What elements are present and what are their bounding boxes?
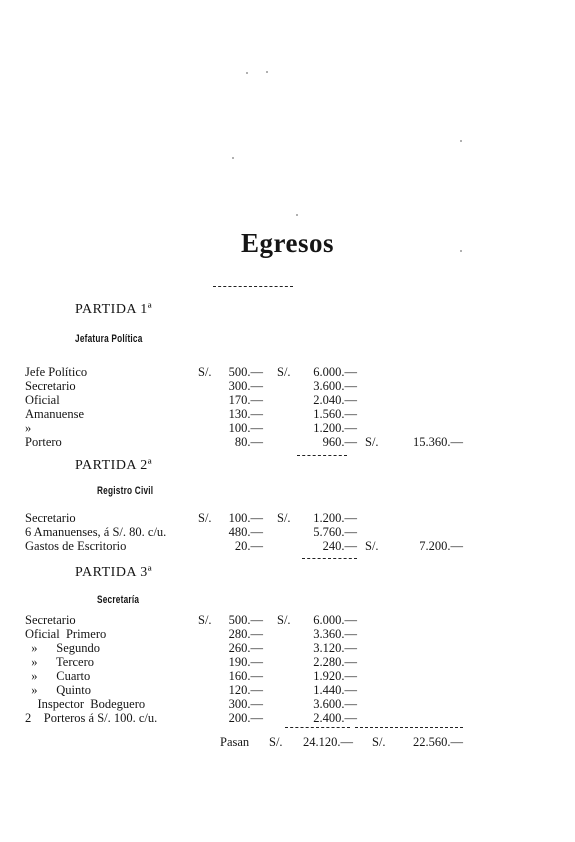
ledger-row	[0, 669, 575, 683]
paper-speck	[296, 214, 298, 216]
paper-speck	[460, 140, 462, 142]
carry-forward-total: 24.120.—	[303, 735, 353, 749]
annual-amount: 1.440.—	[313, 683, 357, 697]
monthly-amount: 260.—	[228, 641, 263, 655]
monthly-amount: 500.—	[228, 365, 263, 379]
currency-label: S/.	[269, 735, 283, 749]
entry-label: » Cuarto	[25, 669, 91, 683]
annual-amount: 960.—	[322, 435, 357, 449]
ledger-row	[0, 641, 575, 655]
monthly-amount: 280.—	[228, 627, 263, 641]
title-rule	[213, 286, 293, 287]
ledger-row	[0, 435, 575, 449]
monthly-amount: 100.—	[228, 511, 263, 525]
section-heading: PARTIDA 1ª	[75, 302, 153, 317]
ledger-row	[0, 421, 575, 435]
ledger-row	[0, 697, 575, 711]
annual-amount: 3.600.—	[313, 697, 357, 711]
annual-amount: 2.040.—	[313, 393, 357, 407]
annual-amount: 5.760.—	[313, 525, 357, 539]
ledger-row	[0, 539, 575, 553]
annual-amount: 2.280.—	[313, 655, 357, 669]
section-subtitle: Jefatura Política	[75, 333, 143, 345]
monthly-amount: 500.—	[228, 613, 263, 627]
entry-label: Inspector Bodeguero	[25, 697, 146, 711]
monthly-amount: 120.—	[228, 683, 263, 697]
annual-amount: 1.560.—	[313, 407, 357, 421]
ledger-row	[0, 407, 575, 421]
subtotal-rule	[302, 558, 357, 559]
ledger-row	[0, 711, 575, 725]
annual-amount: 1.200.—	[313, 421, 357, 435]
monthly-amount: 190.—	[228, 655, 263, 669]
monthly-amount: 20.—	[234, 539, 263, 553]
ledger-row	[0, 379, 575, 393]
monthly-amount: 130.—	[228, 407, 263, 421]
section-subtitle: Registro Civil	[97, 485, 154, 497]
currency-label: S/.	[277, 365, 291, 379]
monthly-amount: 160.—	[228, 669, 263, 683]
monthly-amount: 80.—	[234, 435, 263, 449]
entry-label: Portero	[25, 435, 62, 449]
entry-label: Secretario	[25, 511, 76, 525]
paper-speck	[232, 157, 234, 159]
currency-label: S/.	[365, 435, 379, 449]
annual-amount: 3.600.—	[313, 379, 357, 393]
section-subtitle: Secretaría	[97, 594, 140, 606]
subtotal-rule	[355, 727, 463, 728]
entry-label: Jefe Político	[25, 365, 88, 379]
monthly-amount: 300.—	[228, 697, 263, 711]
carry-forward-row	[0, 735, 575, 749]
ledger-row	[0, 683, 575, 697]
monthly-amount: 300.—	[228, 379, 263, 393]
ledger-row	[0, 627, 575, 641]
annual-amount: 1.920.—	[313, 669, 357, 683]
entry-label: » Tercero	[25, 655, 95, 669]
entry-label: Gastos de Escritorio	[25, 539, 127, 553]
annual-amount: 2.400.—	[313, 711, 357, 725]
currency-label: S/.	[277, 613, 291, 627]
annual-amount: 6.000.—	[313, 365, 357, 379]
entry-label: »	[25, 421, 32, 435]
ledger-row	[0, 393, 575, 407]
currency-label: S/.	[277, 511, 291, 525]
currency-label: S/.	[365, 539, 379, 553]
entry-label: Oficial Primero	[25, 627, 107, 641]
entry-label: 6 Amanuenses, á S/. 80. c/u.	[25, 525, 167, 539]
carry-forward-label: Pasan	[220, 735, 250, 749]
entry-label: Secretario	[25, 613, 76, 627]
entry-label: » Segundo	[25, 641, 100, 655]
currency-label: S/.	[198, 613, 212, 627]
subtotal-rule	[285, 727, 350, 728]
page-title: Egresos	[240, 228, 334, 258]
entry-label: Secretario	[25, 379, 76, 393]
annual-amount: 3.360.—	[313, 627, 357, 641]
section-total: 7.200.—	[419, 539, 463, 553]
carry-forward-grand-total: 22.560.—	[413, 735, 463, 749]
entry-label: » Quinto	[25, 683, 91, 697]
section-total: 15.360.—	[413, 435, 463, 449]
ledger-row	[0, 511, 575, 525]
section-heading: PARTIDA 3ª	[75, 565, 153, 580]
annual-amount: 1.200.—	[313, 511, 357, 525]
paper-speck	[266, 71, 268, 73]
monthly-amount: 480.—	[228, 525, 263, 539]
monthly-amount: 200.—	[228, 711, 263, 725]
ledger-row	[0, 365, 575, 379]
annual-amount: 6.000.—	[313, 613, 357, 627]
entry-label: Amanuense	[25, 407, 85, 421]
currency-label: S/.	[372, 735, 386, 749]
section-heading: PARTIDA 2ª	[75, 458, 153, 473]
subtotal-rule	[297, 455, 347, 456]
monthly-amount: 100.—	[228, 421, 263, 435]
monthly-amount: 170.—	[228, 393, 263, 407]
currency-label: S/.	[198, 511, 212, 525]
annual-amount: 240.—	[322, 539, 357, 553]
currency-label: S/.	[198, 365, 212, 379]
entry-label: 2 Porteros á S/. 100. c/u.	[25, 711, 158, 725]
ledger-row	[0, 655, 575, 669]
ledger-row	[0, 525, 575, 539]
entry-label: Oficial	[25, 393, 60, 407]
paper-speck	[246, 72, 248, 74]
ledger-row	[0, 613, 575, 627]
annual-amount: 3.120.—	[313, 641, 357, 655]
